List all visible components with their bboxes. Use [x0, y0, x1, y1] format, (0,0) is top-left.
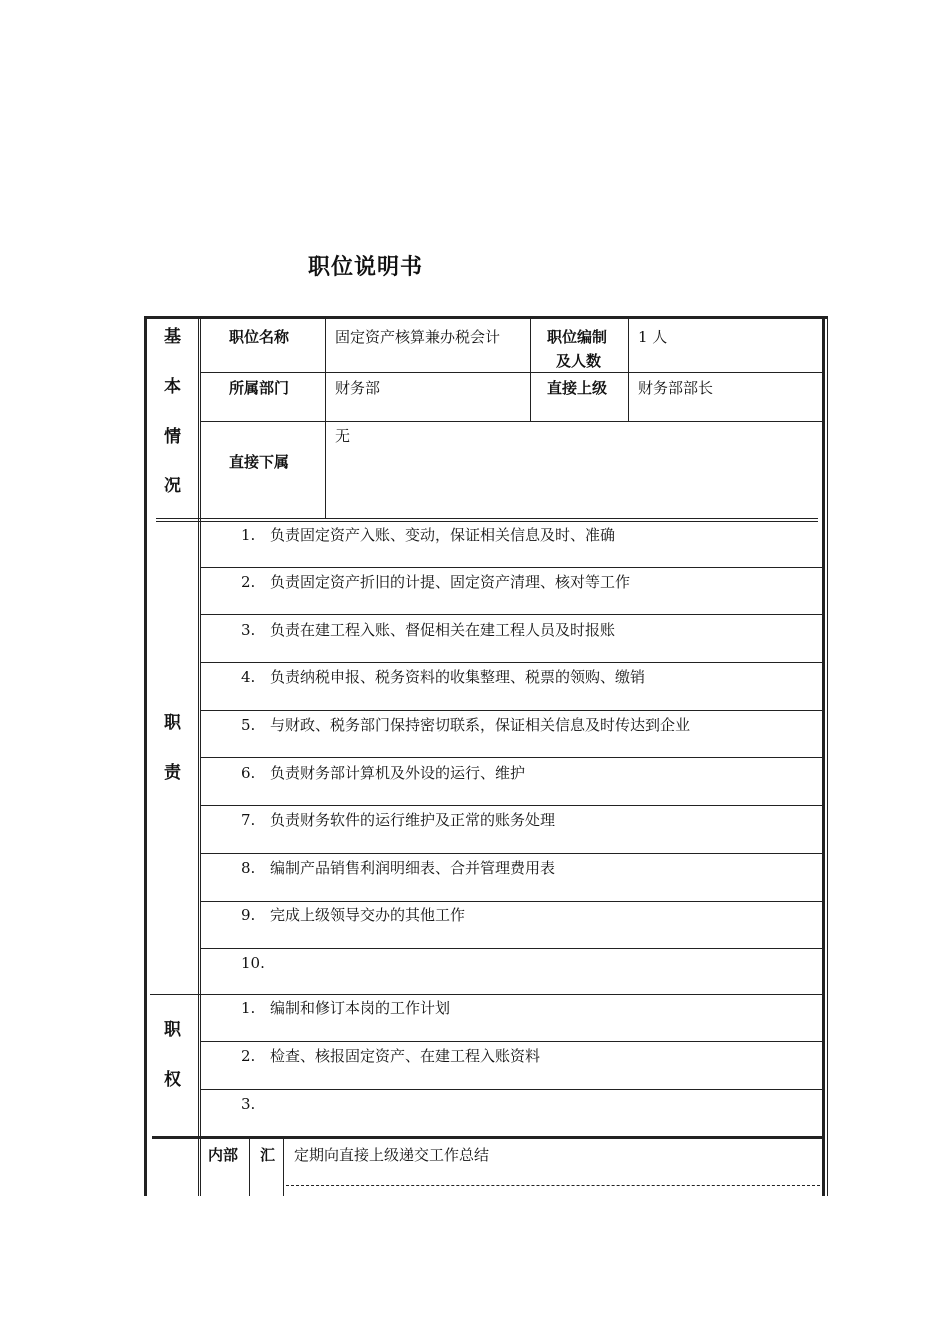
row-divider: [200, 614, 824, 615]
row-divider: [200, 805, 824, 806]
authority-number: 3.: [241, 1095, 256, 1113]
report-content: 定期向直接上级递交工作总结: [294, 1146, 490, 1164]
duty-number: 1.: [241, 526, 256, 544]
duty-number: 7.: [241, 811, 256, 829]
headcount-label-line2: 及人数: [556, 352, 602, 370]
duty-number: 5.: [241, 716, 256, 734]
duty-number: 4.: [241, 668, 256, 686]
row-divider: [200, 853, 824, 854]
duty-text: 与财政、税务部门保持密切联系，保证相关信息及时传达到企业: [270, 716, 691, 734]
duty-text: 负责固定资产入账、变动，保证相关信息及时、准确: [270, 526, 616, 544]
authority-number: 2.: [241, 1047, 256, 1065]
row-divider: [200, 710, 824, 711]
authority-section-label-2: 权: [164, 1070, 181, 1090]
section-divider: [152, 1136, 822, 1139]
row-divider: [200, 421, 824, 422]
duty-number: 3.: [241, 621, 256, 639]
col-divider: [249, 1139, 250, 1196]
row-divider: [200, 757, 824, 758]
row-divider: [200, 662, 824, 663]
row-divider: [200, 567, 824, 568]
internal-label: 内部: [208, 1146, 239, 1164]
superior-value: 财务部部长: [638, 379, 714, 397]
duty-text: 负责在建工程入账、督促相关在建工程人员及时报账: [270, 621, 616, 639]
duty-number: 9.: [241, 906, 256, 924]
duty-number: 8.: [241, 859, 256, 877]
duty-text: 负责财务部计算机及外设的运行、维护: [270, 764, 526, 782]
table-border-right: [822, 316, 825, 1196]
table-border-top: [144, 316, 828, 319]
table-border-right-inner: [827, 316, 828, 1196]
col-divider: [283, 1139, 284, 1196]
duty-text: 负责固定资产折旧的计提、固定资产清理、核对等工作: [270, 573, 631, 591]
duty-number: 2.: [241, 573, 256, 591]
superior-label: 直接上级: [547, 379, 608, 397]
page-title: 职位说明书: [308, 255, 424, 280]
position-name-value: 固定资产核算兼办税会计: [335, 328, 501, 346]
basic-section-label-3: 情: [164, 427, 181, 447]
duty-text: 完成上级领导交办的其他工作: [270, 906, 466, 924]
col-divider: [325, 316, 326, 518]
duty-number: 6.: [241, 764, 256, 782]
row-divider: [200, 1041, 824, 1042]
duties-section-label-1: 职: [164, 713, 181, 733]
job-description-table: [144, 316, 828, 1196]
section-divider: [156, 518, 818, 519]
section-divider: [156, 521, 818, 522]
row-divider: [200, 948, 824, 949]
department-label: 所属部门: [229, 379, 290, 397]
headcount-label-line1: 职位编制: [547, 328, 608, 346]
duty-text: 负责纳税申报、税务资料的收集整理、税票的领购、缴销: [270, 668, 646, 686]
basic-section-label-1: 基: [164, 327, 181, 347]
section-divider: [150, 994, 824, 995]
position-name-label: 职位名称: [229, 328, 290, 346]
department-value: 财务部: [335, 379, 381, 397]
basic-section-label-4: 况: [164, 476, 181, 496]
duty-text: 编制产品销售利润明细表、合并管理费用表: [270, 859, 556, 877]
table-border-left: [144, 316, 147, 1196]
row-divider: [200, 372, 824, 373]
report-label: 汇: [260, 1146, 276, 1164]
headcount-value: 1 人: [638, 328, 668, 346]
col-divider: [530, 316, 531, 421]
label-column-divider: [198, 316, 199, 1196]
authority-section-label-1: 职: [164, 1020, 181, 1040]
label-column-divider-2: [200, 316, 201, 1196]
row-divider: [200, 901, 824, 902]
subordinate-label: 直接下属: [229, 453, 290, 471]
duties-section-label-2: 责: [164, 763, 181, 783]
authority-text: 编制和修订本岗的工作计划: [270, 999, 451, 1017]
basic-section-label-2: 本: [164, 377, 181, 397]
subordinate-value: 无: [335, 427, 351, 445]
duty-number: 10.: [241, 954, 265, 972]
col-divider: [628, 316, 629, 421]
authority-number: 1.: [241, 999, 256, 1017]
dashed-continuation-line: [286, 1185, 820, 1186]
row-divider: [200, 1089, 824, 1090]
duty-text: 负责财务软件的运行维护及正常的账务处理: [270, 811, 556, 829]
authority-text: 检查、核报固定资产、在建工程入账资料: [270, 1047, 541, 1065]
